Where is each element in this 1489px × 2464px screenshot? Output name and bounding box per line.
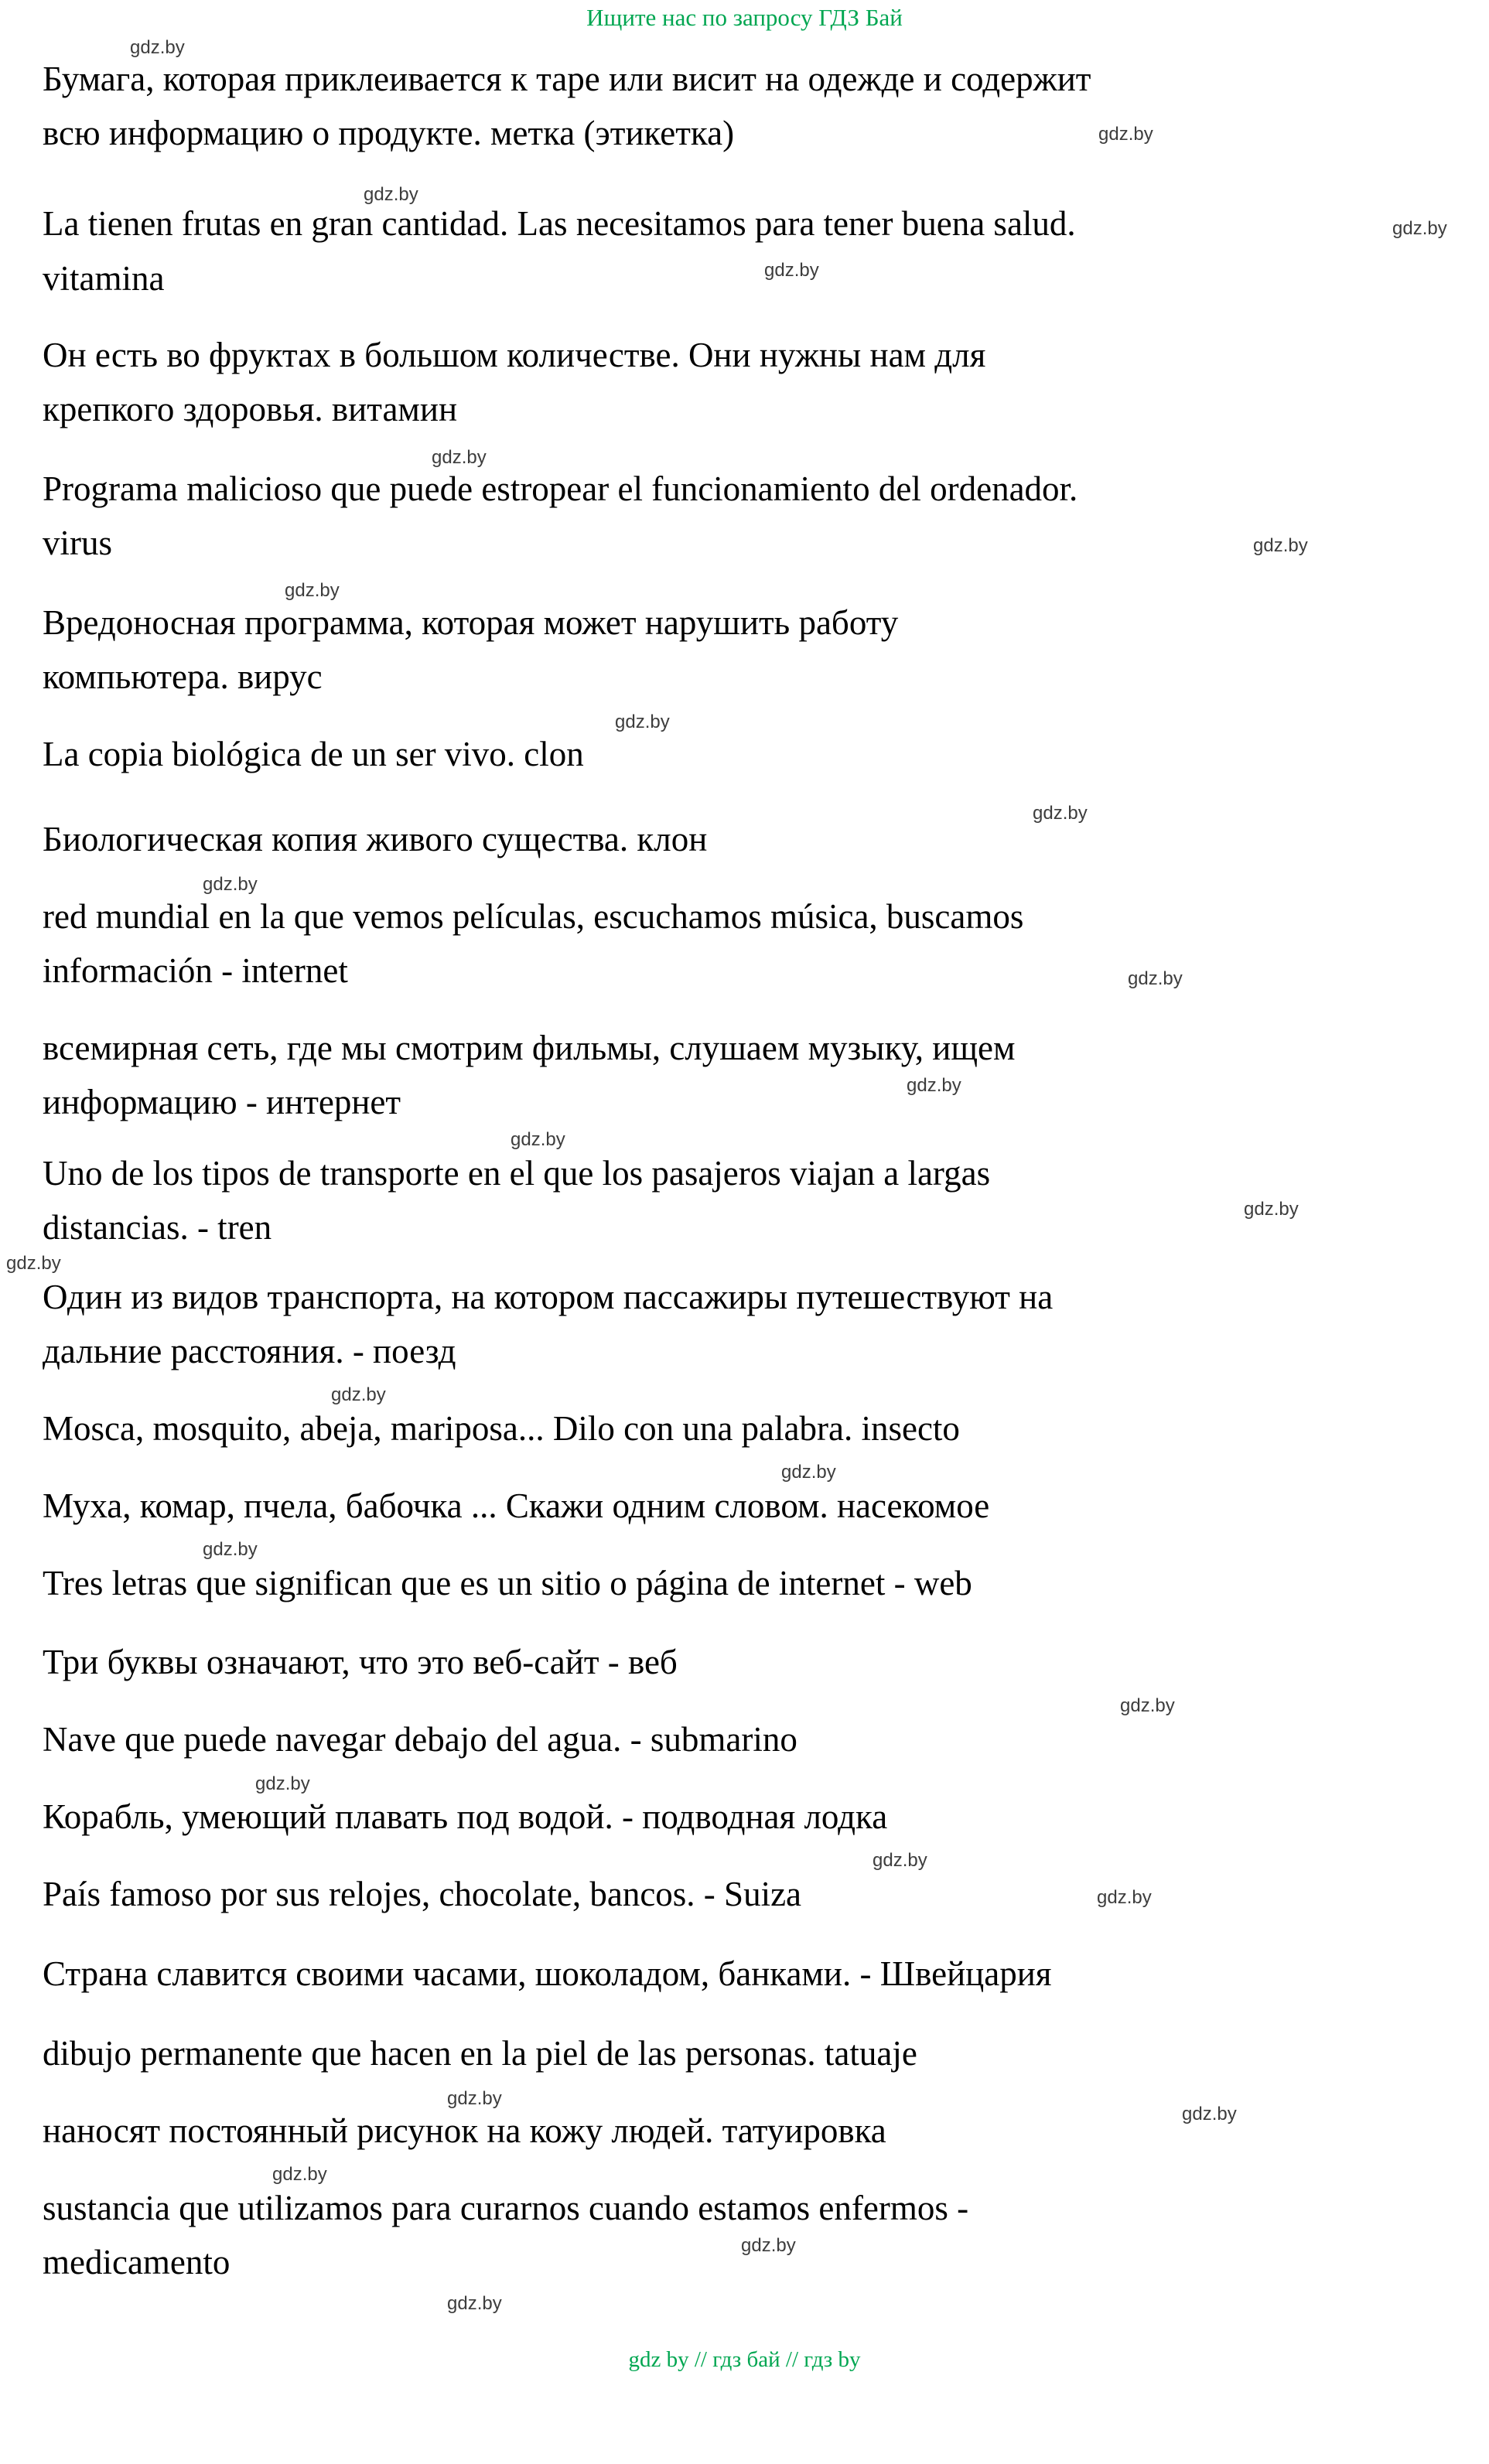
promo-header-text: Ищите нас по запросу ГДЗ Бай [586,4,903,31]
text-line: La copia biológica de un ser vivo. clon [43,735,584,773]
gdzby-watermark: gdz.by [364,184,418,205]
gdzby-watermark: gdz.by [1097,1887,1152,1908]
gdzby-watermark: gdz.by [130,37,185,58]
text-line: Tres letras que significan que es un sitio o página de internet - web [43,1564,972,1602]
text-line: Страна славится своими часами, шоколадом, банками. - Швейцария [43,1954,1052,1993]
text-line: наносят постоянный рисунок на кожу людей. татуировка [43,2111,886,2150]
text-line: компьютера. вирус [43,657,323,696]
gdzby-watermark: gdz.by [907,1075,961,1096]
promo-footer-text: gdz by // гдз бай // гдз by [628,2347,861,2372]
text-line: distancias. - tren [43,1208,272,1247]
text-line: Корабль, умеющий плавать под водой. - подводная лодка [43,1797,888,1836]
text-line: red mundial en la que vemos películas, escuchamos música, buscamos [43,897,1024,936]
text-line: Вредоносная программа, которая может нарушить работу [43,603,899,642]
text-line: País famoso por sus relojes, chocolate, bancos. - Suiza [43,1875,802,1913]
gdzby-watermark: gdz.by [1098,124,1153,145]
gdzby-watermark: gdz.by [781,1462,836,1483]
gdzby-watermark: gdz.by [1244,1199,1299,1220]
text-line: всемирная сеть, где мы смотрим фильмы, слушаем музыку, ищем [43,1029,1016,1067]
gdzby-watermark: gdz.by [331,1384,386,1405]
gdzby-watermark: gdz.by [203,1539,258,1560]
text-line: vitamina [43,259,165,298]
text-line: información - internet [43,951,348,990]
gdzby-watermark: gdz.by [447,2088,502,2109]
gdzby-watermark: gdz.by [285,580,340,601]
text-line: medicamento [43,2243,231,2281]
gdzby-watermark: gdz.by [6,1253,61,1274]
text-line: Бумага, которая приклеивается к таре или висит на одежде и содержит [43,60,1091,98]
gdzby-watermark: gdz.by [255,1773,310,1794]
gdzby-watermark: gdz.by [1120,1695,1175,1716]
gdzby-watermark: gdz.by [1392,218,1447,239]
text-line: всю информацию о продукте. метка (этикетка) [43,114,735,152]
text-line: Uno de los tipos de transporte en el que los pasajeros viajan a largas [43,1154,991,1193]
text-line: Mosca, mosquito, abeja, mariposa... Dilo con una palabra. insecto [43,1409,960,1448]
gdzby-watermark: gdz.by [203,874,258,895]
text-line: virus [43,524,112,562]
text-line: Nave que puede navegar debajo del agua. - submarino [43,1720,797,1759]
gdzby-watermark: gdz.by [1182,2104,1237,2124]
text-line: крепкого здоровья. витамин [43,390,458,428]
text-line: Три буквы означают, что это веб-сайт - веб [43,1643,678,1681]
gdzby-watermark: gdz.by [764,260,819,281]
text-line: Он есть во фруктах в большом количестве. Они нужны нам для [43,336,986,374]
text-line: Один из видов транспорта, на котором пассажиры путешествуют на [43,1278,1054,1316]
gdzby-watermark: gdz.by [1253,535,1308,556]
gdzby-watermark: gdz.by [873,1850,927,1871]
gdzby-watermark: gdz.by [447,2293,502,2314]
gdzby-watermark: gdz.by [615,712,670,732]
text-line: Programa malicioso que puede estropear el funcionamiento del ordenador. [43,469,1078,508]
gdzby-watermark: gdz.by [432,447,487,468]
text-line: Муха, комар, пчела, бабочка ... Скажи одним словом. насекомое [43,1486,990,1525]
text-line: La tienen frutas en gran cantidad. Las necesitamos para tener buena salud. [43,204,1076,243]
text-line: дальние расстояния. - поезд [43,1332,456,1370]
gdzby-watermark: gdz.by [272,2164,327,2185]
text-line: информацию - интернет [43,1083,401,1121]
text-line: sustancia que utilizamos para curarnos cuando estamos enfermos - [43,2189,969,2227]
gdzby-watermark: gdz.by [1033,803,1088,824]
gdzby-watermark: gdz.by [1128,968,1183,989]
text-line: Биологическая копия живого существа. клон [43,820,708,858]
gdzby-watermark: gdz.by [511,1129,565,1150]
text-line: dibujo permanente que hacen en la piel de las personas. tatuaje [43,2034,917,2073]
gdzby-watermark: gdz.by [741,2235,796,2256]
